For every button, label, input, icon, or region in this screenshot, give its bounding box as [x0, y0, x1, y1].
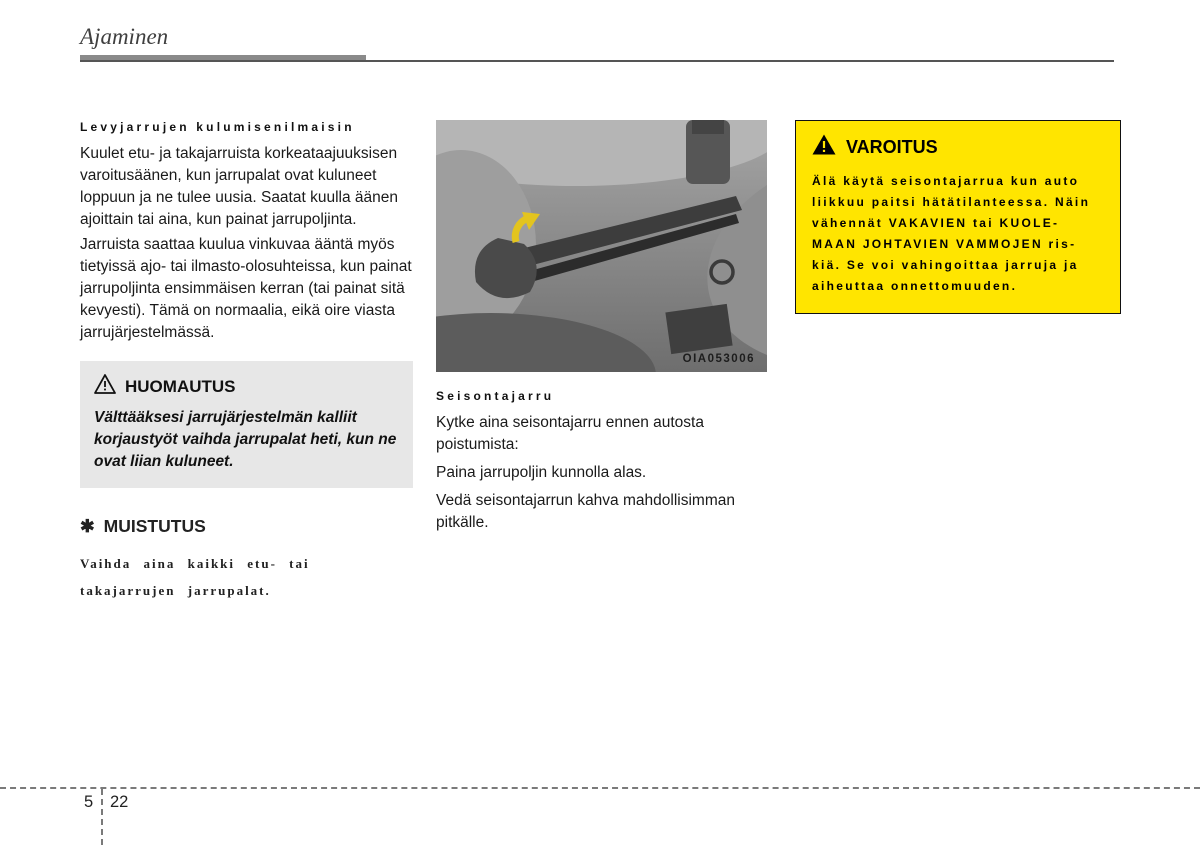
warning-text-line: aiheuttaa onnettomuuden.: [812, 279, 1018, 293]
paragraph: Kuulet etu- ja takajarruista korkeataajuuksisen varoitusäänen, kun jarrupalat ovat kuluneet loppuun ja ne tulee uusia. Saatat kuulla äänen ajoittain tai aina, kun painat jarrupoljinta.: [80, 145, 398, 228]
parking-brake-photo-illustration: [436, 120, 767, 372]
parking-brake-photo: [436, 120, 767, 372]
notice-title-row: [80, 516, 413, 537]
page-title: Ajaminen: [80, 24, 169, 49]
warning-title-row: [812, 134, 1104, 160]
footer-section-number: 5: [84, 793, 94, 811]
caution-text: Välttääksesi jarrujärjestelmän kalliit korjaustyöt vaihda jarrupalat heti, kun ne ovat liian kuluneet.: [94, 409, 397, 470]
notice-text: Vaihda aina kaikki etu- tai takajarrujen jarrupalat.: [80, 556, 310, 598]
footer-page-number: 22: [110, 793, 129, 811]
warning-text-line: liikkuu paitsi hätätilanteessa. Näin: [812, 195, 1091, 209]
warning-triangle-outline-icon: [94, 374, 116, 399]
notice-title: MUISTUTUS: [103, 516, 206, 536]
warning-text-line: Älä käytä seisontajarrua kun auto: [812, 174, 1080, 188]
paragraph: Vedä seisontajarrun kahva mahdollisimman pitkälle.: [436, 492, 735, 531]
section-heading-parking-brake: Seisontajarru: [436, 389, 555, 403]
header-rule-thin: [80, 60, 1114, 62]
section-heading-brake-wear: Levyjarrujen kulumisenilmaisin: [80, 120, 355, 134]
warning-text-line: kiä. Se voi vahingoittaa jarruja ja: [812, 258, 1079, 272]
photo-code-caption: OIA053006: [682, 353, 755, 365]
warning-text: [812, 171, 1104, 297]
caution-box: [80, 361, 413, 488]
paragraph: Paina jarrupoljin kunnolla alas.: [436, 464, 647, 481]
paragraph: Kytke aina seisontajarru ennen autosta poistumista:: [436, 414, 704, 453]
warning-box: [795, 120, 1121, 314]
left-column: [80, 120, 413, 604]
caution-title: HUOMAUTUS: [125, 376, 236, 396]
warning-title: VAROITUS: [846, 136, 938, 157]
right-column: [795, 120, 1121, 314]
footer-dashed-rule: [0, 787, 1200, 789]
paragraph: Jarruista saattaa kuulua vinkuvaa ääntä myös tietyissä ajo- tai ilmasto-olosuhteissa, kun painat jarrupoljinta ensimmäisen kerran (tai painat sitä kevyesti). Tämä on normaalia, eikä oire viasta jarrujärjestelmässä.: [80, 236, 412, 341]
warning-text-line: MAAN JOHTAVIEN VAMMOJEN ris-: [812, 237, 1077, 251]
middle-column: [436, 120, 767, 537]
footer-vertical-dashed-rule: [101, 789, 103, 845]
warning-triangle-filled-icon: [812, 134, 836, 160]
warning-text-line: vähennät VAKAVIEN tai KUOLE-: [812, 216, 1060, 230]
asterisk-icon: ✱: [80, 516, 95, 536]
caution-title-row: [94, 374, 399, 399]
